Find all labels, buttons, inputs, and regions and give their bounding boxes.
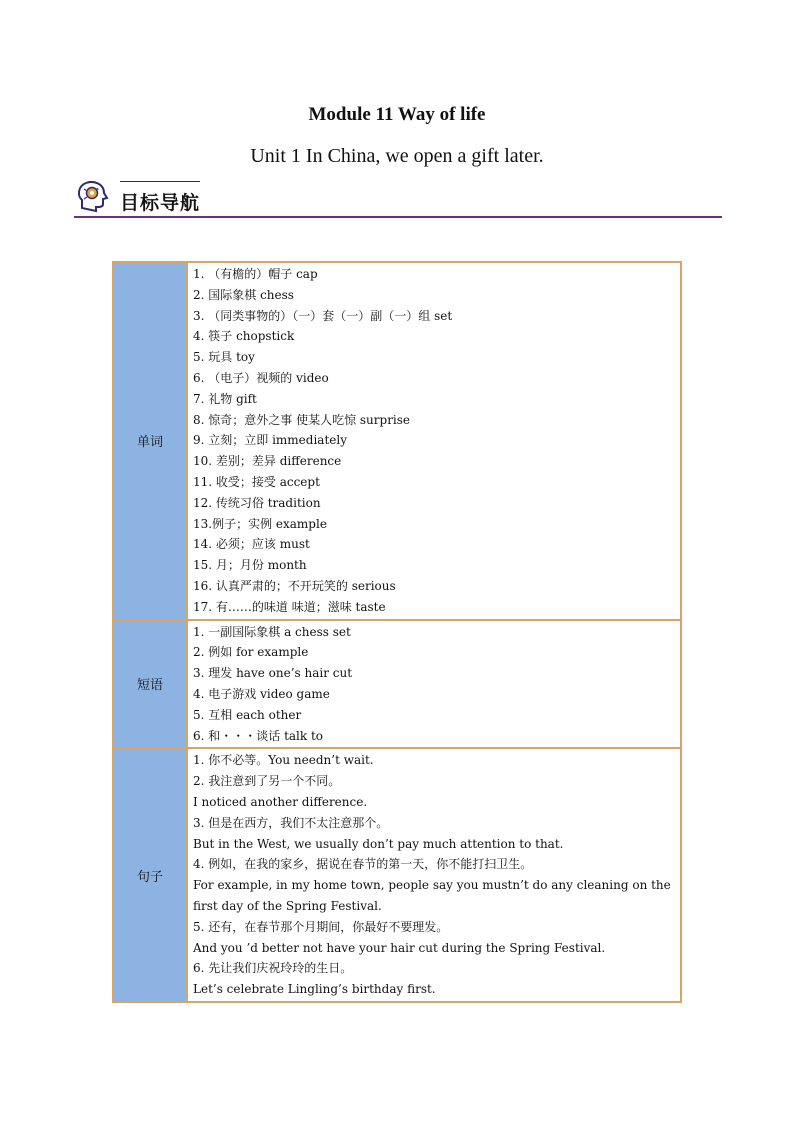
list-item: 16. 认真严肃的；不开玩笑的 serious <box>193 578 396 593</box>
list-item: 3. 但是在西方，我们不太注意那个。 <box>193 815 389 830</box>
vocabulary-table <box>112 261 682 1003</box>
list-item: 4. 例如，在我的家乡，据说在春节的第一天，你不能打扫卫生。 <box>193 857 533 872</box>
page-subtitle: Unit 1 In China, we open a gift later. <box>250 145 544 167</box>
list-item: 15. 月；月份 month <box>193 558 307 573</box>
list-item: 3. 理发 have one’s hair cut <box>193 666 353 681</box>
words-cell <box>187 262 681 620</box>
list-item: Let’s celebrate Lingling’s birthday first. <box>193 982 436 997</box>
category-sentences: 句子 <box>113 748 187 1002</box>
list-item: 13.例子；实例 example <box>193 516 327 531</box>
list-item: 2. 例如 for example <box>193 645 309 660</box>
list-item: 1. （有檐的）帽子 cap <box>193 267 318 281</box>
list-item: 6. （电子）视频的 video <box>193 370 329 385</box>
list-item: 3. （同类事物的）（一）套（一）副（一）组 set <box>193 308 453 323</box>
brain-gear-icon <box>74 178 110 214</box>
table-row-words <box>113 262 681 620</box>
list-item: 12. 传统习俗 tradition <box>193 495 321 510</box>
list-item: 14. 必须；应该 must <box>193 537 310 552</box>
list-item: 7. 礼物 gift <box>193 391 257 406</box>
list-item: 8. 惊奇；意外之事 使某人吃惊 surprise <box>193 412 411 427</box>
list-item: 4. 电子游戏 video game <box>193 686 330 701</box>
list-item: 5. 还有，在春节那个月期间，你最好不要理发。 <box>193 919 449 934</box>
list-item: 11. 收受；接受 accept <box>193 474 320 489</box>
list-item: 1. 你不必等。You needn’t wait. <box>193 753 374 768</box>
list-item: 5. 互相 each other <box>193 707 302 722</box>
list-item: 2. 我注意到了另一个不同。 <box>193 774 341 789</box>
list-item: 6. 和・・・谈话 talk to <box>193 728 324 743</box>
section-topline <box>120 181 200 182</box>
table-row-sentences <box>113 748 681 1002</box>
category-phrases: 短语 <box>113 620 187 749</box>
section-divider <box>74 216 722 218</box>
list-item: 2. 国际象棋 chess <box>193 287 294 302</box>
list-item: And you ’d better not have your hair cut during the Spring Festival. <box>193 940 606 955</box>
list-item: 9. 立刻；立即 immediately <box>193 433 347 448</box>
section-header <box>74 176 722 220</box>
category-words: 单词 <box>113 262 187 620</box>
list-item: 6. 先让我们庆祝玲玲的生日。 <box>193 961 353 976</box>
list-item: But in the West, we usually don’t pay much attention to that. <box>193 836 564 851</box>
list-item: 5. 玩具 toy <box>193 350 255 365</box>
phrases-cell <box>187 620 681 749</box>
list-item: For example, in my home town, people say you mustn’t do any cleaning on the first day of the Spring Festival. <box>193 878 671 913</box>
list-item: I noticed another difference. <box>193 794 368 809</box>
section-label: 目标导航 <box>120 192 201 214</box>
list-item: 1. 一副国际象棋 a chess set <box>193 624 351 639</box>
page-title: Module 11 Way of life <box>308 104 486 125</box>
list-item: 10. 差别；差异 difference <box>193 454 342 469</box>
table-row-phrases <box>113 620 681 749</box>
list-item: 4. 筷子 chopstick <box>193 329 295 344</box>
sentences-cell <box>187 748 681 1002</box>
list-item: 17. 有……的味道 味道；滋味 taste <box>193 599 386 614</box>
